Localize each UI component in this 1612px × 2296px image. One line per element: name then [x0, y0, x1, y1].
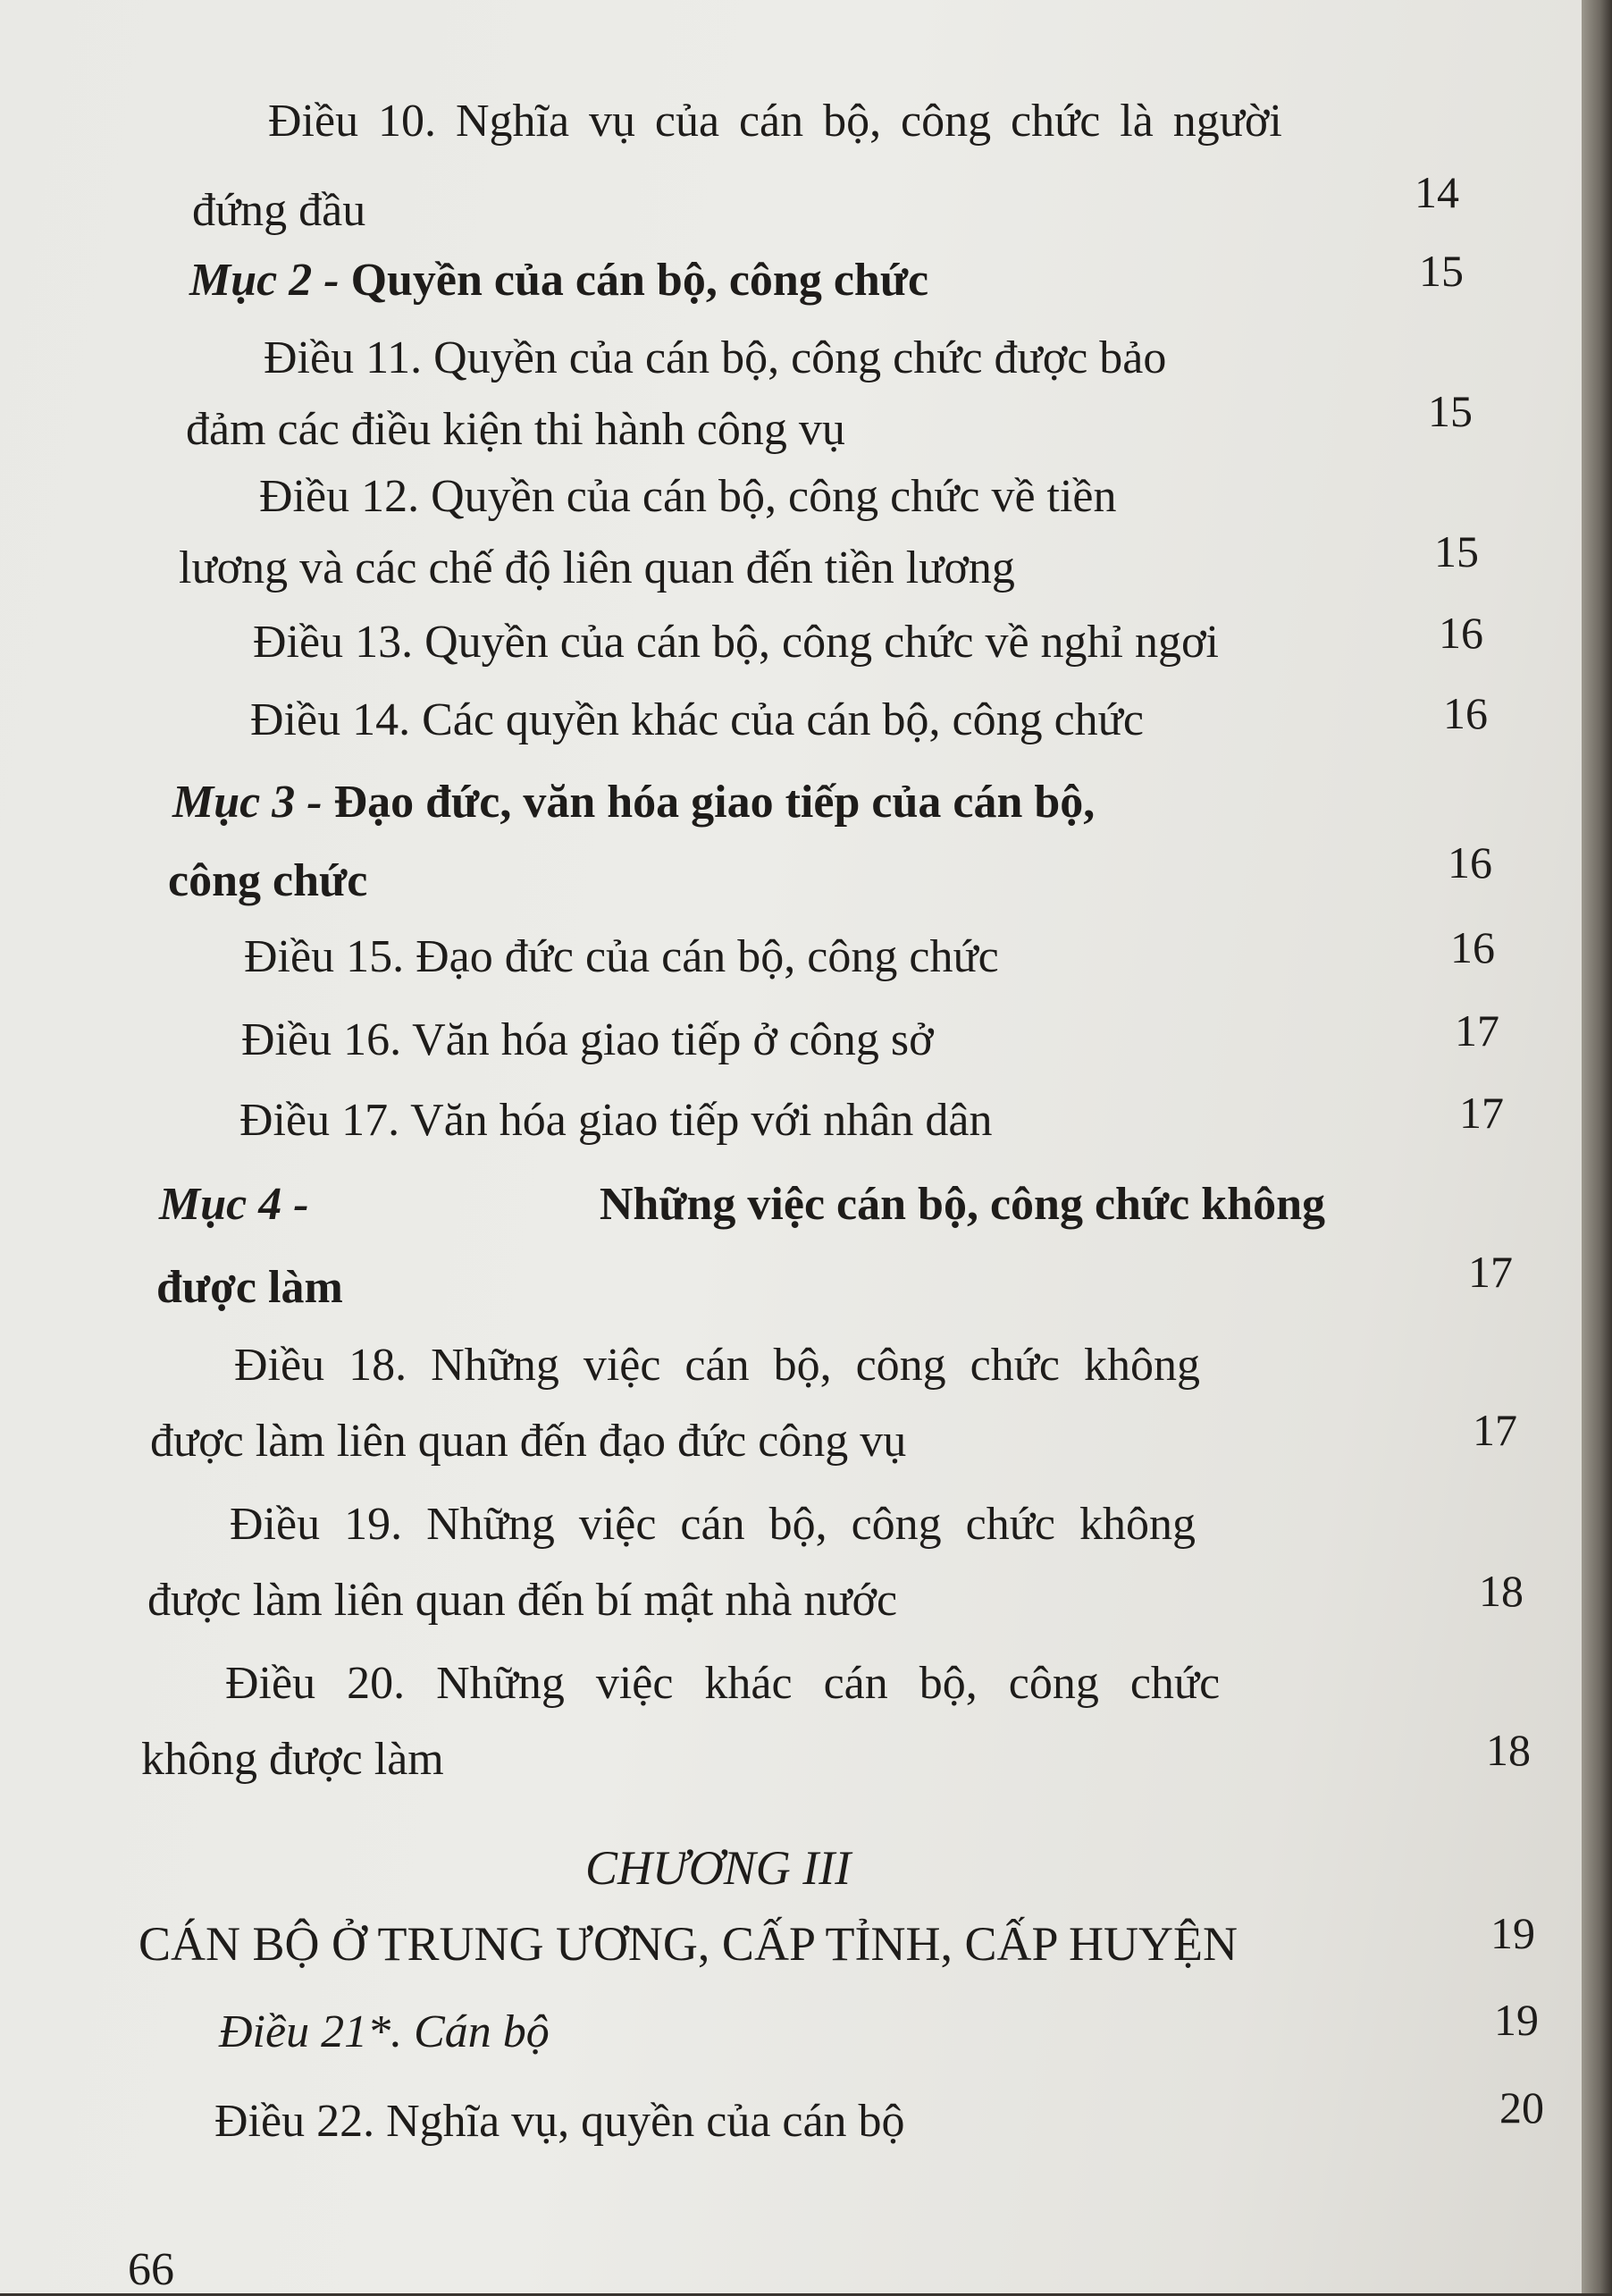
section-heading-cont: công chức [168, 855, 368, 906]
section-lead: Mục 2 - [189, 255, 340, 306]
word: Điều [268, 96, 359, 147]
page-ref: 15 [1434, 526, 1479, 576]
section-title: Quyền của cán bộ, công chức [350, 255, 929, 306]
entry-line: không được làm [141, 1734, 444, 1785]
entry-line: Điều 13. Quyền của cán bộ, công chức về nghỉ ngơi [253, 617, 1219, 668]
section-heading [159, 1179, 1325, 1230]
entry-line: Điều 17. Văn hóa giao tiếp với nhân dân [239, 1095, 993, 1146]
word: bộ, [823, 96, 882, 147]
page-ref: 15 [1428, 386, 1473, 436]
entry-line: Điều 18. Những việc cán bộ, công chức không [234, 1340, 1201, 1391]
entry-line: lương và các chế độ liên quan đến tiền lương [179, 542, 1015, 593]
page-ref: 16 [1439, 608, 1483, 658]
section-heading [172, 779, 1095, 826]
page-ref: 18 [1479, 1566, 1524, 1616]
entry-line: Điều 11. Quyền của cán bộ, công chức được bảo [264, 332, 1167, 383]
section-heading-cont: được làm [156, 1262, 343, 1313]
entry-line: đảm các điều kiện thi hành công vụ [186, 404, 845, 455]
entry-line: được làm liên quan đến bí mật nhà nước [147, 1575, 898, 1626]
section-lead: Mục 4 - [159, 1179, 309, 1230]
entry-line: đứng đầu [192, 185, 366, 236]
page-ref: 17 [1455, 1005, 1499, 1055]
page-ref: 18 [1486, 1725, 1531, 1775]
word: vụ [588, 96, 635, 147]
entry-line: được làm liên quan đến đạo đức công vụ [150, 1416, 907, 1467]
chapter-title: CÁN BỘ Ở TRUNG ƯƠNG, CẤP TỈNH, CẤP HUYỆN [139, 1917, 1238, 1971]
page-ref: 17 [1473, 1405, 1517, 1455]
entry-line: Điều 22. Nghĩa vụ, quyền của cán bộ [214, 2096, 905, 2147]
page-number: 66 [128, 2244, 174, 2295]
section-title: Những việc cán bộ, công chức không [599, 1179, 1325, 1230]
section-title: Đạo đức, văn hóa giao tiếp của cán bộ, [333, 777, 1096, 828]
word: chức [1011, 96, 1101, 147]
section-heading [189, 257, 928, 304]
section-lead: Mục 3 - [172, 777, 323, 828]
word: cán [738, 96, 804, 147]
entry-line [268, 98, 1282, 145]
word: công [900, 96, 992, 147]
page-ref: 19 [1494, 1995, 1539, 2045]
word: 10. [378, 96, 437, 147]
page-ref: 19 [1490, 1908, 1535, 1958]
word: của [654, 96, 720, 147]
entry-line: Điều 16. Văn hóa giao tiếp ở công sở [241, 1014, 934, 1065]
entry-line: Điều 15. Đạo đức của cán bộ, công chức [244, 931, 999, 982]
entry-line: Điều 12. Quyền của cán bộ, công chức về tiền [259, 471, 1117, 522]
page-ref: 16 [1443, 688, 1488, 738]
word: Nghĩa [455, 96, 570, 147]
word: người [1172, 96, 1282, 147]
page-ref: 16 [1448, 837, 1492, 887]
page-ref: 20 [1499, 2082, 1544, 2132]
page-ref: 14 [1415, 167, 1459, 217]
page-edge [1582, 0, 1612, 2293]
page-ref: 15 [1419, 246, 1464, 296]
page-ref: 17 [1468, 1247, 1513, 1297]
page-ref: 16 [1450, 922, 1495, 972]
word: là [1120, 96, 1154, 147]
entry-line: Điều 19. Những việc cán bộ, công chức không [230, 1499, 1196, 1550]
entry-line: Điều 20. Những việc khác cán bộ, công chức [225, 1658, 1221, 1709]
page-ref: 17 [1459, 1088, 1504, 1138]
chapter-label: CHƯƠNG III [585, 1841, 852, 1895]
entry-line: Điều 14. Các quyền khác của cán bộ, công chức [250, 694, 1144, 745]
entry-line: Điều 21*. Cán bộ [219, 2006, 550, 2057]
